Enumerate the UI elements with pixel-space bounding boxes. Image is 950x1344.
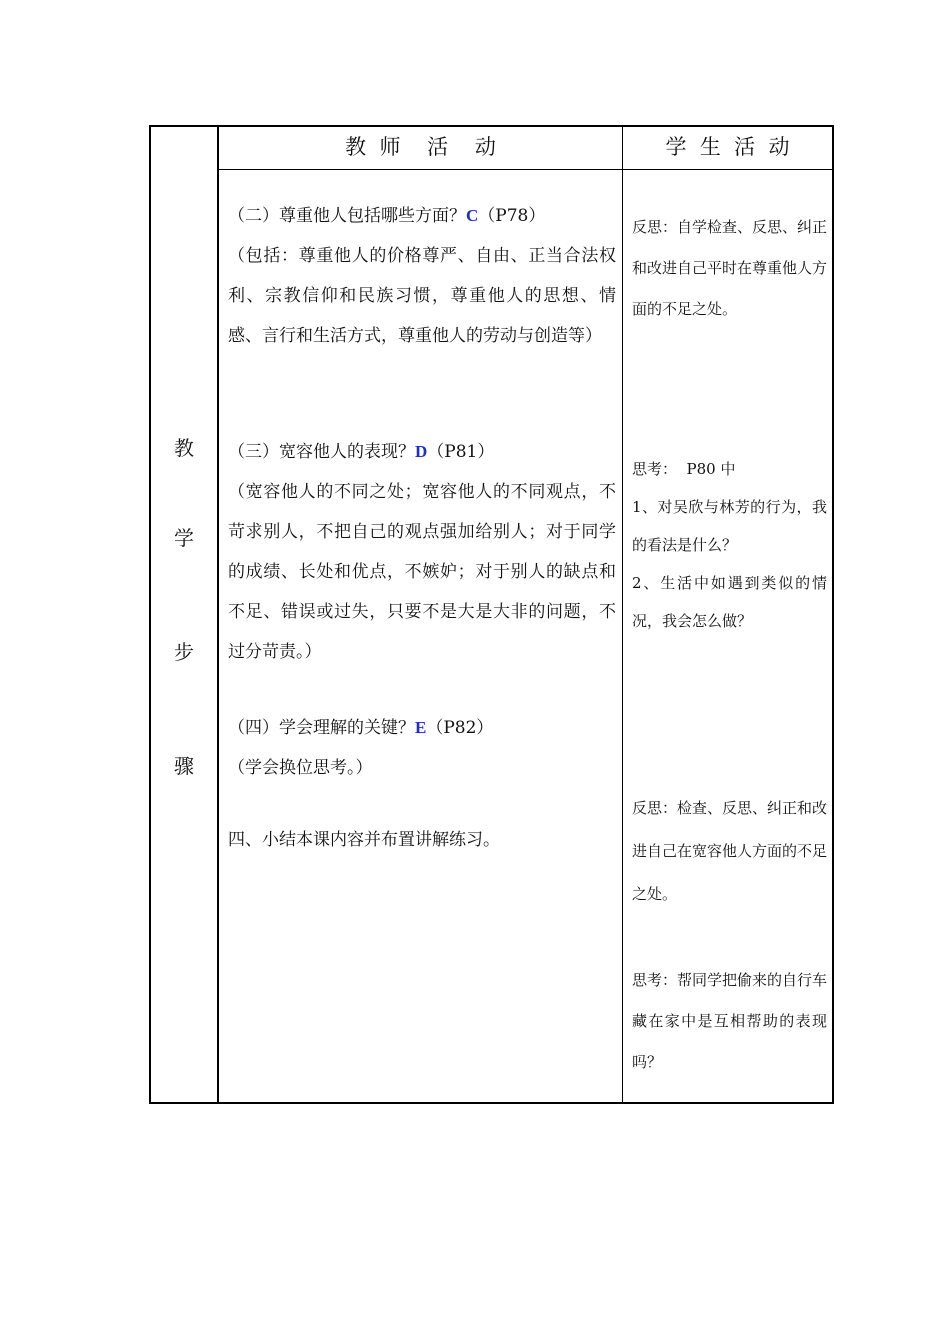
student-think-1-title: 思考： P80 中: [632, 460, 736, 478]
table-divider-left: [217, 125, 219, 1104]
side-label-char-4: 骤: [174, 754, 194, 778]
side-label-char-3: 步: [174, 640, 194, 664]
question-3-tag: D: [415, 442, 428, 461]
student-think-1-question-1: 1、对吴欣与林芳的行为，我的看法是什么？: [632, 498, 827, 554]
teacher-answer-4: （学会换位思考。）: [228, 758, 373, 778]
table-divider-middle: [622, 125, 623, 1104]
question-4-ref: （P82）: [426, 718, 494, 738]
teacher-summary: 四、小结本课内容并布置讲解练习。: [228, 830, 500, 850]
header-teacher-activity: 教 师 活 动: [345, 135, 496, 159]
table-bottom-border: [149, 1102, 834, 1104]
question-2-ref: （P78）: [478, 206, 546, 226]
table-right-border: [832, 125, 834, 1104]
teacher-question-4: [228, 708, 616, 748]
student-reflection-1: 反思：自学检查、反思、纠正和改进自己平时在尊重他人方面的不足之处。: [632, 218, 828, 318]
student-think-2: 思考：帮同学把偷来的自行车藏在家中是互相帮助的表现吗？: [632, 971, 828, 1071]
question-2-tag: C: [466, 206, 479, 225]
student-think-1-question-2: 2、生活中如遇到类似的情况，我会怎么做？: [632, 574, 827, 630]
table-left-border: [149, 125, 151, 1104]
question-3-ref: （P81）: [427, 442, 495, 462]
question-3-text: （三）宽容他人的表现？: [228, 442, 415, 462]
question-4-text: （四）学会理解的关键？: [228, 718, 415, 738]
header-bottom-border: [218, 169, 834, 170]
side-label-char-1: 教: [174, 436, 194, 460]
side-label-char-2: 学: [174, 526, 194, 550]
teacher-answer-2: （包括：尊重他人的价格尊严、自由、正当合法权利、宗教信仰和民族习惯，尊重他人的思想、情感、言行和生活方式，尊重他人的劳动与创造等）: [228, 246, 616, 346]
teacher-question-3: [228, 432, 616, 472]
header-student-activity: 学 生 活 动: [665, 135, 790, 159]
question-4-tag: E: [415, 718, 427, 737]
teacher-answer-3: （宽容他人的不同之处；宽容他人的不同观点，不苛求别人，不把自己的观点强加给别人；对于同学的成绩、长处和优点，不嫉妒；对于别人的缺点和不足、错误或过失，只要不是大是大非的问题，不过分苛责。）: [228, 482, 616, 662]
student-reflection-2: 反思：检查、反思、纠正和改进自己在宽容他人方面的不足之处。: [632, 799, 828, 903]
question-2-text: （二）尊重他人包括哪些方面？: [228, 206, 466, 226]
teacher-question-2: [228, 196, 616, 236]
